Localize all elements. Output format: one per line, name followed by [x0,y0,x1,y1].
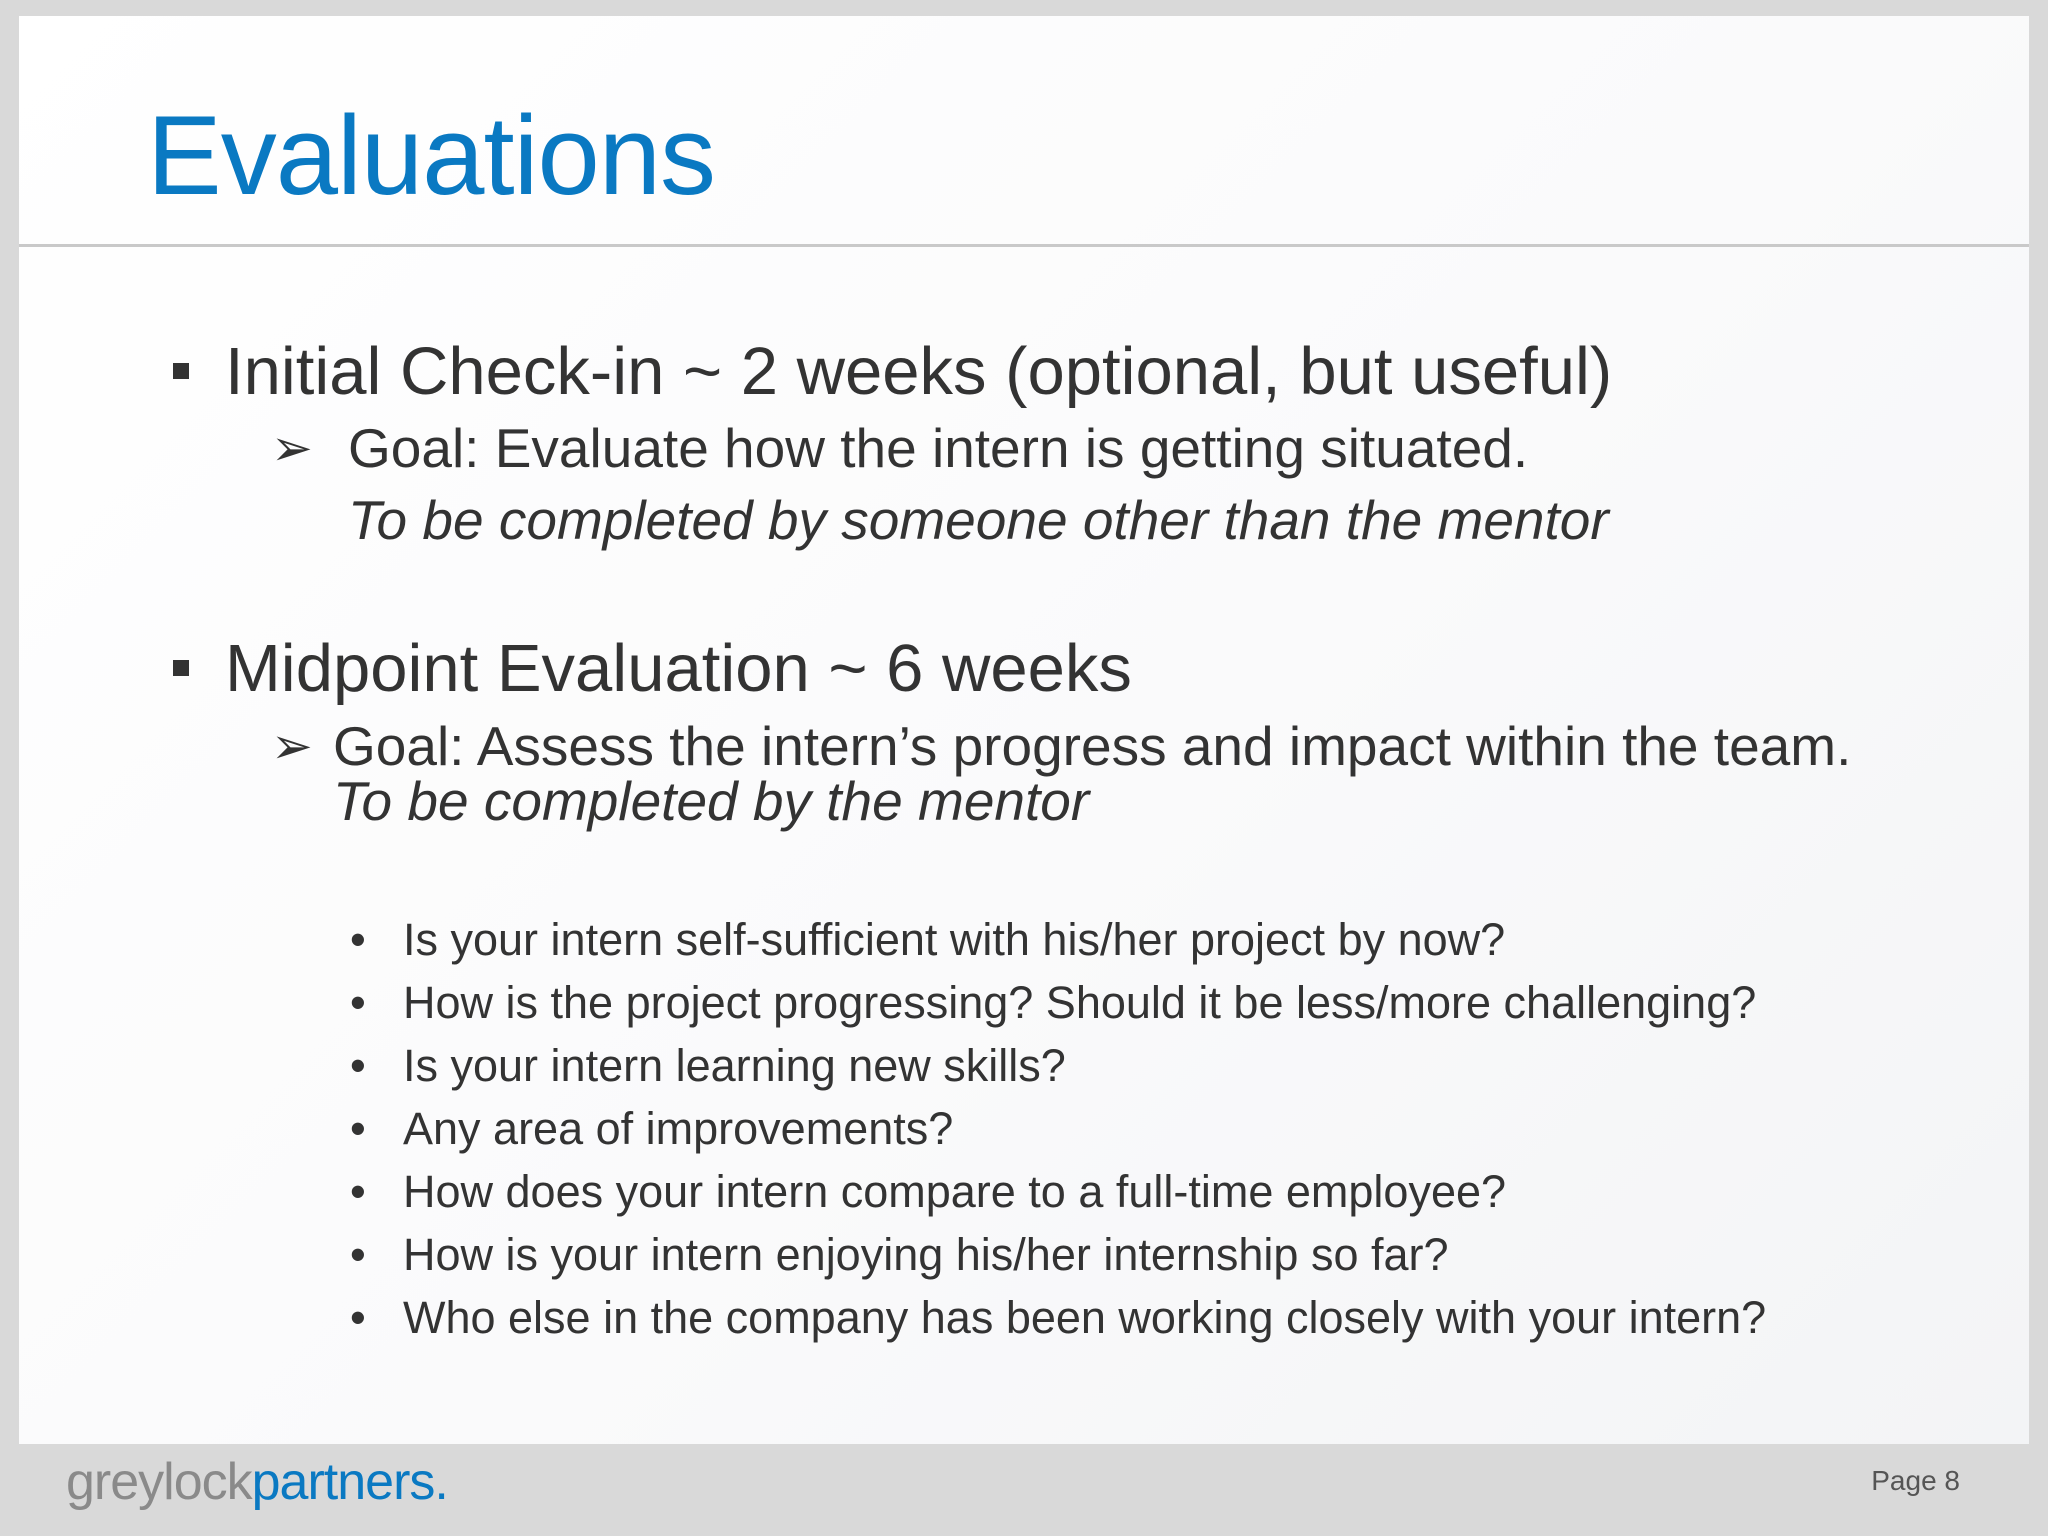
title-divider [19,244,2029,247]
goal-initial: Goal: Evaluate how the intern is getting situated. [348,417,1529,479]
company-logo: greylockpartners. [66,1453,448,1511]
dot-bullet-icon: • [350,1229,366,1280]
arrow-bullet-icon: ➢ [271,718,313,774]
note-initial: To be completed by someone other than the mentor [348,489,1609,551]
note-midpoint: To be completed by the mentor [333,770,1090,832]
dot-bullet-icon: • [350,977,366,1028]
dot-bullet-icon: • [350,1103,366,1154]
dot-bullet-icon: • [350,914,366,965]
dot-bullet-icon: • [350,1292,366,1343]
square-bullet-icon [173,660,189,676]
page-number: Page 8 [1871,1465,1960,1496]
square-bullet-icon [173,363,189,379]
dot-bullet-icon: • [350,1166,366,1217]
slide-title: Evaluations [147,93,716,218]
goal-midpoint: Goal: Assess the intern’s progress and impact within the team. [333,715,1852,777]
dot-bullet-icon: • [350,1040,366,1091]
arrow-bullet-icon: ➢ [271,420,313,476]
